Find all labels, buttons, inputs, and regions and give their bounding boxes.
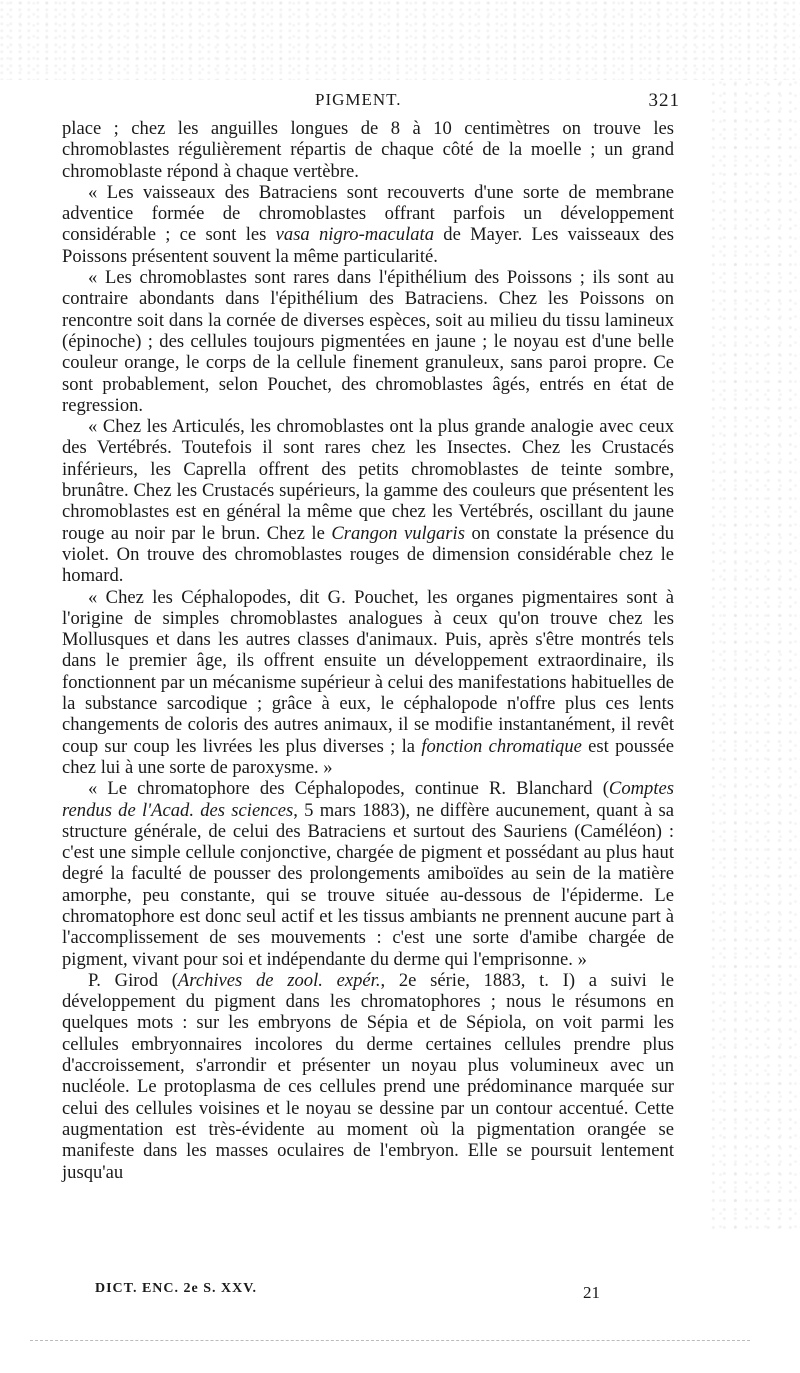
text-run: est poussée chez lui à une sorte de paroxysme. » — [62, 735, 674, 778]
text-run: P. Girod ( — [88, 969, 178, 991]
text-run: « Les chromoblastes sont rares dans l'épithélium des Poissons ; ils sont au contraire abondants dans l'épithélium des Batraciens. Chez les Poissons on rencontre soit dans la cornée de diverses espèces, soit au milieu du tissu lamineux (épinoche) ; des cellules toujours pigmentées en jaune ; le noyau est d'une belle couleur orange, le corps de la cellule finement granuleux, sans paroi propre. Ce sont probablement, selon Pouchet, des chromoblastes âgés, entrés en état de regression. — [62, 267, 674, 416]
text-run: de Mayer. Les vaisseaux des Poissons présentent souvent la même particularité. — [62, 224, 674, 267]
scan-noise-right-margin — [710, 80, 800, 1230]
scan-noise-top — [0, 0, 800, 80]
scan-edge-rule — [30, 1340, 750, 1341]
italic-text: Crangon vulgaris — [331, 522, 465, 544]
paragraph — [62, 118, 674, 182]
paragraph — [62, 416, 674, 586]
text-run: « Les vaisseaux des Batraciens sont recouverts d'une sorte de membrane adventice formée de chromoblastes offrant parfois un développement considérable ; ce sont les — [62, 181, 674, 246]
paragraph — [62, 182, 674, 267]
text-run: , 2e série, 1883, t. I) a suivi le développement du pigment dans les chromatophores ; nous le résumons en quelques mots : sur les embryons de Sépia et de Sépiola, on voit parmi les cellules embryonnaires incolores du derme certaines cellules prendre plus d'accroissement, s'arrondir et présenter un noyau plus volumineux avec un nucléole. Le protoplasma de ces cellules prend une prédominance marquée sur celui des cellules voisines et le noyau se dessine par un contour accentué. Cette augmentation est très-évidente au moment où la pigmentation orangée se manifeste dans les masses oculaires de l'embryon. Elle se poursuit lentement jusqu'au — [62, 969, 674, 1183]
text-run: « Le chromatophore des Céphalopodes, continue R. Blanchard ( — [88, 778, 609, 800]
italic-text: fonction chromatique — [421, 735, 582, 757]
text-run: , 5 mars 1883), ne diffère aucunement, quant à sa structure générale, de celui des Batraciens et surtout des Sauriens (Caméléon) : c'est une simple cellule conjonctive, chargée de pigment et possédant au plus haut degré la faculté de pousser des prolongements amiboïdes au sein de la matière amorphe, peu constante, qui se trouve située au-dessous de l'épiderme. Le chromatophore est donc seul actif et les tissus ambiants ne prennent aucune part à l'accomplissement de ses mouvements : c'est une sorte d'amibe chargée de pigment, vivant pour soi et indépendante du derme qui l'emprisonne. » — [62, 799, 674, 970]
paragraph — [62, 778, 674, 970]
running-head — [95, 90, 680, 116]
page-footer — [95, 1281, 600, 1305]
italic-text: Comptes rendus de l'Acad. des sciences — [62, 778, 674, 821]
paragraph — [62, 970, 674, 1183]
text-run: on constate la présence du violet. On trouve des chromoblastes rouges de dimension considérable chez le homard. — [62, 522, 674, 587]
paragraph — [62, 587, 674, 779]
running-head-title: PIGMENT. — [315, 90, 402, 109]
body-text — [62, 118, 674, 1183]
italic-text: Archives de zool. expér. — [177, 969, 381, 991]
paragraph — [62, 267, 674, 416]
text-run: place ; chez les anguilles longues de 8 à 10 centimètres on trouve les chromoblastes régulièrement répartis de chaque côté de la moelle ; un grand chromoblaste répond à chaque vertèbre. — [62, 118, 674, 182]
sheet-number: 21 — [583, 1283, 600, 1302]
page-number: 321 — [648, 90, 680, 111]
text-run: « Chez les Céphalopodes, dit G. Pouchet, les organes pigmentaires sont à l'origine de simples chromoblastes analogues à ceux qu'on trouve chez les Mollusques et dans les autres classes d'animaux. Puis, après s'être montrés tels dans le premier âge, ils offrent ensuite un développement extraordinaire, ils fonctionnent par un mécanisme supérieur à celui des manifestations habituelles de la substance sarcodique ; grâce à eux, le céphalopode n'offre plus ces lents changements de coloris des autres animaux, il se modifie instantanément, il revêt coup sur coup les livrées les plus diverses ; la — [62, 586, 674, 757]
italic-text: vasa nigro-maculata — [275, 224, 434, 246]
printer-signature: DICT. ENC. 2e S. XXV. — [95, 1281, 258, 1296]
text-run: « Chez les Articulés, les chromoblastes ont la plus grande analogie avec ceux des Vertébrés. Toutefois il sont rares chez les Insectes. Chez les Crustacés inférieurs, les Caprella offrent des petits chromoblastes de teinte sombre, brunâtre. Chez les Crustacés supérieurs, la gamme des couleurs que présentent les chromoblastes est en général la même que chez les Vertébrés, oscillant du jaune rouge au noir par le brun. Chez le — [62, 416, 674, 544]
